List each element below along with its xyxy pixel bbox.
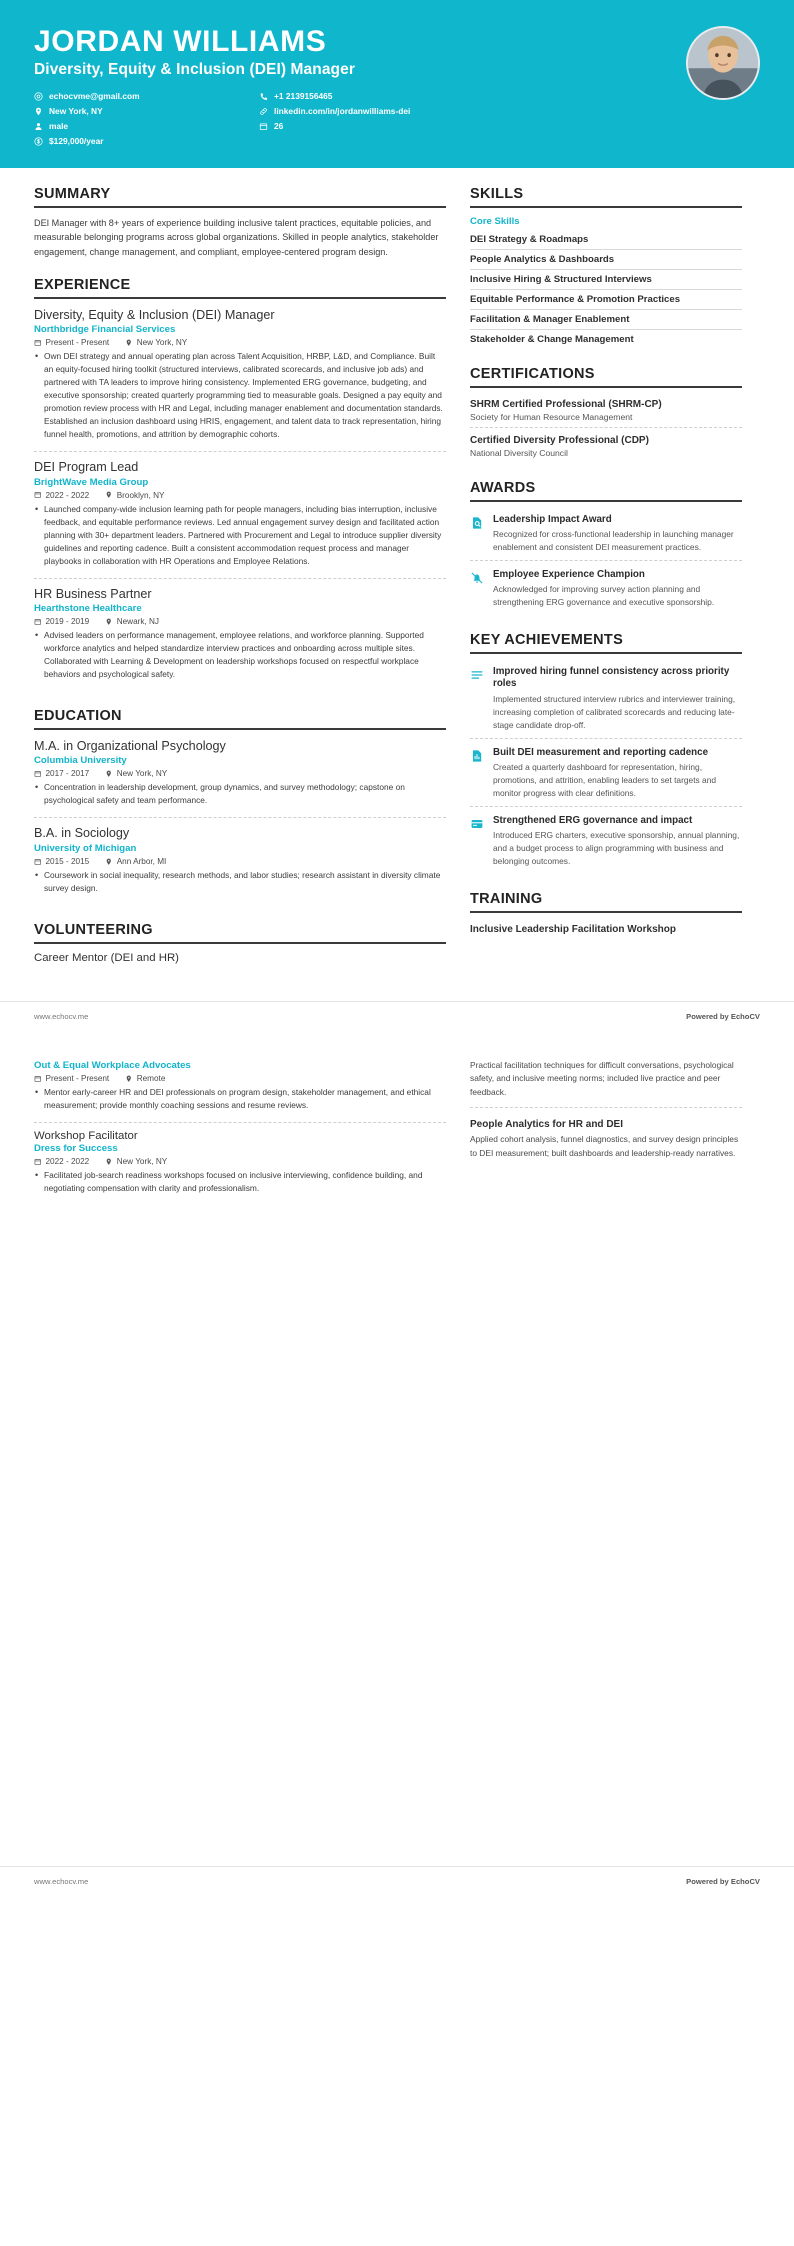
education-bullets [34, 781, 446, 807]
skill-item: DEI Strategy & Roadmaps [470, 230, 742, 250]
calendar-icon [34, 858, 42, 866]
contact-age [259, 120, 494, 133]
contact-gender [34, 120, 249, 133]
bullet: • Coursework in social inequality, research methods, and labor studies; research assistant in diversity climate survey design. [34, 869, 446, 895]
calendar-icon [34, 1075, 42, 1083]
contact-linkedin-text: linkedin.com/in/jordanwilliams-dei [274, 105, 411, 116]
certification-item [470, 396, 742, 428]
experience-role: DEI Program Lead [34, 460, 139, 475]
document-chart-icon [470, 747, 485, 800]
education-section-title: EDUCATION [34, 708, 446, 730]
experience-meta [34, 338, 446, 347]
page2-right-column [470, 1059, 742, 1160]
experience-org: Hearthstone Healthcare [34, 602, 142, 614]
volunteering-org: Out & Equal Workplace Advocates [34, 1059, 191, 1071]
page-break [0, 1033, 794, 1059]
education-location [105, 857, 166, 866]
location-pin-icon [105, 491, 113, 499]
training-item-name: People Analytics for HR and DEI [470, 1119, 623, 1131]
volunteering-dates [34, 1157, 89, 1166]
calendar-icon [34, 618, 42, 626]
contact-gender-text: male [49, 120, 69, 131]
certification-name: Certified Diversity Professional (CDP) [470, 434, 649, 446]
volunteering-section-title: VOLUNTEERING [34, 922, 446, 944]
education-location-text: Ann Arbor, MI [116, 856, 167, 866]
volunteering-meta [34, 1074, 446, 1083]
experience-org: Northbridge Financial Services [34, 324, 176, 336]
section-summary [34, 186, 446, 260]
certification-item [470, 432, 742, 463]
page-footer-2 [0, 1866, 794, 1898]
link-icon [259, 107, 268, 116]
contact-phone-text: +1 2139156465 [274, 90, 333, 101]
left-column [34, 186, 446, 987]
experience-dates [34, 617, 89, 626]
bullet: • Mentor early-career HR and DEI professionals on program design, stakeholder management, and ethical measurement; provide monthly coaching sessions and resume reviews. [34, 1086, 446, 1112]
location-pin-icon [34, 107, 43, 116]
volunteering-dates-text: 2022 - 2022 [45, 1156, 90, 1166]
section-education [34, 708, 446, 905]
experience-dates-text: 2019 - 2019 [45, 616, 90, 626]
education-dates [34, 769, 89, 778]
candidate-name: JORDAN WILLIAMS [34, 25, 327, 58]
card-icon [470, 815, 485, 868]
skill-item: Facilitation & Manager Enablement [470, 310, 742, 330]
experience-location-text: New York, NY [136, 338, 188, 348]
education-entry [34, 738, 446, 818]
award-item [470, 510, 742, 561]
education-dates-text: 2017 - 2017 [45, 769, 90, 779]
calendar-icon [34, 770, 42, 778]
right-column [470, 186, 742, 956]
location-pin-icon [105, 618, 113, 626]
education-dates [34, 857, 89, 866]
education-dates-text: 2015 - 2015 [45, 856, 90, 866]
education-bullets [34, 869, 446, 895]
training-item-description: Applied cohort analysis, funnel diagnostics, and survey design principles to DEI measurement; built dashboards and leadership-ready narratives. [470, 1134, 739, 1158]
education-meta [34, 769, 446, 778]
section-volunteering [34, 922, 446, 970]
footer-site[interactable]: www.echocv.me [34, 1011, 89, 1021]
location-pin-icon [125, 339, 133, 347]
bullet: • Facilitated job-search readiness workshops focused on inclusive interviewing, confidence building, and negotiating compensation with clarity and professionalism. [34, 1169, 446, 1195]
experience-section-title: EXPERIENCE [34, 277, 446, 299]
resume-header [0, 0, 794, 168]
volunteering-org: Dress for Success [34, 1142, 118, 1154]
calendar-icon [34, 1158, 42, 1166]
volunteering-entry [34, 952, 446, 970]
location-pin-icon [125, 1075, 133, 1083]
contact-email-text: echocvme@gmail.com [49, 90, 140, 101]
key-achievement-description: Created a quarterly dashboard for representation, hiring, promotions, and attrition, enabling leaders to set targets and monitor progress with clear definitions. [493, 761, 717, 798]
experience-dates [34, 491, 89, 500]
contact-age-text: 26 [274, 120, 284, 131]
education-entry [34, 825, 446, 904]
section-training [470, 891, 742, 938]
skill-item: Stakeholder & Change Management [470, 333, 634, 345]
salary-icon [34, 137, 43, 146]
contact-email[interactable] [34, 90, 249, 103]
contact-salary-text: $129,000/year [49, 135, 104, 146]
experience-location-text: Newark, NJ [116, 616, 160, 626]
training-section-title: TRAINING [470, 891, 742, 913]
email-icon [34, 92, 43, 101]
volunteering-location [105, 1157, 167, 1166]
key-achievement-name: Built DEI measurement and reporting cadence [493, 746, 709, 758]
award-name: Leadership Impact Award [493, 513, 612, 525]
certification-issuer: National Diversity Council [470, 447, 568, 458]
skill-item: People Analytics & Dashboards [470, 250, 742, 270]
calendar-icon [34, 491, 42, 499]
key-achievement-name: Strengthened ERG governance and impact [493, 814, 693, 826]
training-item-description: Practical facilitation techniques for difficult conversations, psychological safety, and inclusive meeting norms; included live practice and peer feedback. [470, 1059, 734, 1097]
awards-section-title: AWARDS [470, 480, 742, 502]
award-name: Employee Experience Champion [493, 568, 645, 580]
volunteering-location-text: New York, NY [116, 1156, 168, 1166]
volunteering-bullets [34, 1086, 446, 1112]
volunteering-entry [34, 1060, 446, 1123]
volunteering-bullets [34, 1169, 446, 1195]
section-experience [34, 277, 446, 691]
experience-role: Diversity, Equity & Inclusion (DEI) Manager [34, 307, 275, 322]
list-lines-icon [470, 666, 485, 732]
volunteering-role: Career Mentor (DEI and HR) [34, 951, 179, 964]
education-degree: M.A. in Organizational Psychology [34, 739, 226, 754]
experience-dates-text: 2022 - 2022 [45, 490, 90, 500]
volunteering-meta [34, 1157, 446, 1166]
resume-page-2 [0, 1059, 794, 1212]
page2-left-column [34, 1059, 446, 1212]
key-achievement-item [470, 662, 742, 739]
contact-salary [34, 135, 249, 148]
contact-details [34, 90, 494, 148]
experience-location [105, 617, 159, 626]
section-awards [470, 480, 742, 616]
location-pin-icon [105, 1158, 113, 1166]
bullet: • Advised leaders on performance management, employee relations, and workforce planning. Supported workforce analytics and helped standardize interview practices and onboarding across multiple sites. Collaborated with Learning & Development on leadership workshops focused on respectful workplace behaviors and psychological safety. [34, 629, 446, 681]
skill-item: Inclusive Hiring & Structured Interviews [470, 270, 742, 290]
key-achievement-item [470, 811, 742, 874]
volunteering-location [125, 1074, 165, 1083]
key-achievement-name: Improved hiring funnel consistency across priority roles [493, 666, 730, 690]
certification-issuer: Society for Human Resource Management [470, 411, 633, 422]
footer-brand: Powered by EchoCV [686, 1011, 760, 1021]
location-pin-icon [105, 770, 113, 778]
calendar-icon [34, 339, 42, 347]
experience-entry [34, 307, 446, 452]
location-pin-icon [105, 858, 113, 866]
avatar [686, 26, 760, 100]
experience-entry [34, 586, 446, 691]
footer-site[interactable]: www.echocv.me [34, 1876, 89, 1886]
section-certifications [470, 366, 742, 463]
education-school: Columbia University [34, 755, 127, 767]
training-item-name: Inclusive Leadership Facilitation Workshop [470, 924, 676, 936]
key-achievement-description: Introduced ERG charters, executive sponsorship, annual planning, and a budget process to align programming with business and belonging outcomes. [493, 830, 740, 867]
experience-location-text: Brooklyn, NY [116, 490, 165, 500]
education-meta [34, 857, 446, 866]
contact-phone[interactable] [259, 90, 494, 103]
skills-group-label: Core Skills [470, 215, 520, 227]
certifications-section-title: CERTIFICATIONS [470, 366, 742, 388]
person-icon [34, 122, 43, 131]
summary-section-title: SUMMARY [34, 186, 446, 208]
education-location [105, 769, 167, 778]
experience-bullets [34, 629, 446, 681]
award-description: Recognized for cross-functional leadership in launching manager enablement and consistent DEI measurement practices. [493, 528, 734, 552]
volunteering-dates [34, 1074, 109, 1083]
bell-off-icon [470, 569, 485, 609]
experience-meta [34, 617, 446, 626]
phone-icon [259, 92, 268, 101]
skills-section-title: SKILLS [470, 186, 742, 208]
experience-location [125, 338, 187, 347]
resume-body [0, 168, 794, 987]
summary-text: DEI Manager with 8+ years of experience building inclusive talent practices, equitable policies, and measurable belonging programs across global organizations. Skilled in people analytics, stakeholder engagement, change management, and compliant, employee-centered program design. [34, 217, 439, 257]
experience-bullets [34, 350, 446, 441]
skill-item: Equitable Performance & Promotion Practices [470, 290, 742, 310]
experience-org: BrightWave Media Group [34, 476, 149, 488]
certification-name: SHRM Certified Professional (SHRM-CP) [470, 398, 662, 410]
award-item [470, 565, 742, 615]
key-achievements-section-title: KEY ACHIEVEMENTS [470, 632, 742, 654]
experience-role: HR Business Partner [34, 586, 152, 601]
experience-dates [34, 338, 109, 347]
volunteering-location-text: Remote [136, 1073, 166, 1083]
volunteering-role: Workshop Facilitator [34, 1129, 138, 1142]
training-item [470, 1107, 742, 1160]
education-degree: B.A. in Sociology [34, 826, 130, 841]
key-achievement-description: Implemented structured interview rubrics and interviewer training, increasing completion of calibrated scorecards and reducing late-stage candidate drop-off. [493, 693, 736, 730]
calendar-icon [259, 122, 268, 131]
experience-dates-text: Present - Present [45, 338, 110, 348]
page-footer [0, 1001, 794, 1033]
education-location-text: New York, NY [116, 769, 168, 779]
contact-linkedin[interactable] [259, 105, 494, 118]
bullet: • Own DEI strategy and annual operating plan across Talent Acquisition, HRBP, L&D, and Compliance. Built an equity-focused hiring toolkit (structured interviews, calibrated scorecards, and inclusive job ads) and partnered with TA leaders to improve hiring consistency. Implemented ERG governance, budgeting, and executive sponsorship; created quarterly programming tied to measurable goals. Designed a pay equity and promotion review process with HR and Legal, including manager enablement and documentation standards. Established an inclusion dashboard using HRIS, engagement, and talent data to track representation, hiring funnel health, promotions, and attrition by demographic cohorts. [34, 350, 446, 441]
experience-bullets [34, 503, 446, 568]
experience-location [105, 491, 164, 500]
volunteering-dates-text: Present - Present [45, 1073, 110, 1083]
contact-location [34, 105, 249, 118]
experience-meta [34, 491, 446, 500]
section-key-achievements [470, 632, 742, 874]
bullet: • Launched company-wide inclusion learning path for people managers, including bias interruption, inclusive feedback, and equitable performance reviews. Led annual engagement survey design and facilitated action planning with 30+ department leaders. Partnered with Procurement and Legal to introduce supplier diversity guidelines and reporting cadence. Built a consistent accommodation request process and manager playbooks in collaboration with HR Operations and Employee Relations. [34, 503, 446, 568]
experience-entry [34, 459, 446, 578]
document-search-icon [470, 514, 485, 554]
candidate-job-title: Diversity, Equity & Inclusion (DEI) Manager [34, 60, 355, 78]
volunteering-entry [34, 1130, 446, 1205]
key-achievement-item [470, 743, 742, 807]
education-school: University of Michigan [34, 842, 137, 854]
award-description: Acknowledged for improving survey action planning and strengthening ERG governance and executive sponsorship. [493, 584, 715, 608]
page-spacer [0, 1212, 794, 1852]
section-skills [470, 186, 742, 349]
footer-brand: Powered by EchoCV [686, 1876, 760, 1886]
bullet: • Concentration in leadership development, group dynamics, and survey methodology; capstone on psychological safety and team performance. [34, 781, 446, 807]
contact-location-text: New York, NY [49, 105, 103, 116]
